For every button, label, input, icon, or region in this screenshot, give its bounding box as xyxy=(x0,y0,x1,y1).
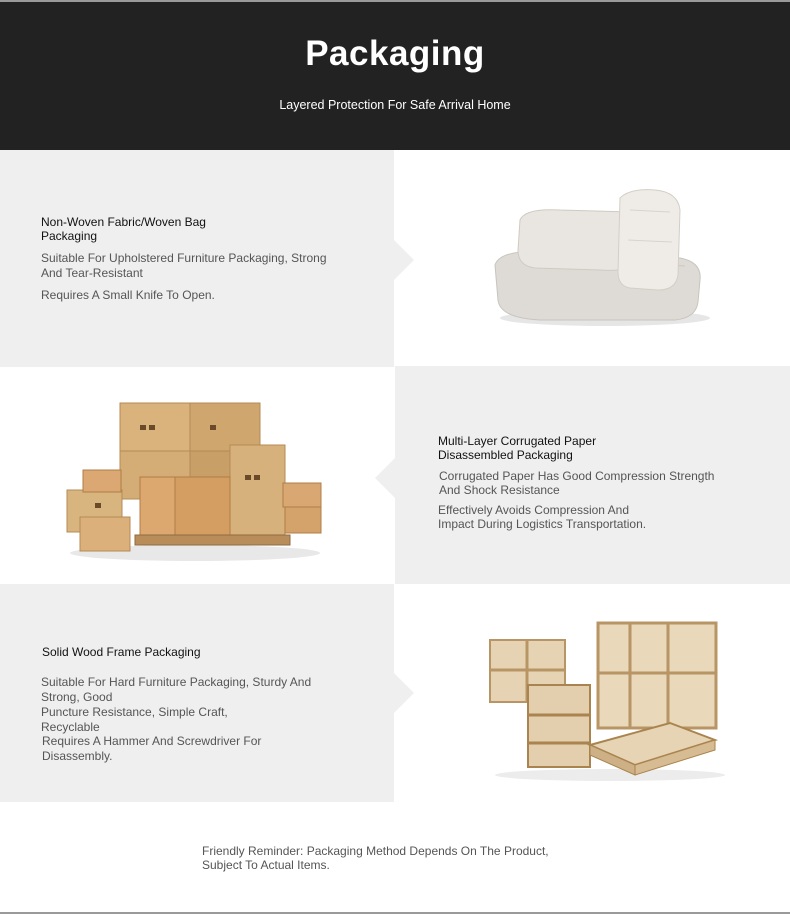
page-header xyxy=(0,2,790,150)
page-title: Packaging xyxy=(305,34,485,73)
page-subtitle: Layered Protection For Safe Arrival Home xyxy=(279,98,511,112)
section-corrugated-description: Corrugated Paper Has Good Compression Strength And Shock Resistance xyxy=(439,469,715,497)
section-wood-description: Suitable For Hard Furniture Packaging, Sturdy And Strong, Good Puncture Resistance, Simple Craft, Recyclable Requires A Hammer And Screwdriver For Disassembly. xyxy=(41,675,312,763)
section-corrugated-note: Effectively Avoids Compression And Impact During Logistics Transportation. xyxy=(438,503,647,531)
packaging-reminder: Friendly Reminder: Packaging Method Depends On The Product, Subject To Actual Items. xyxy=(202,844,549,872)
fabric-wrapped-furniture-image xyxy=(480,180,720,340)
section-fabric-title: Non-Woven Fabric/Woven Bag Packaging xyxy=(41,215,206,243)
cardboard-boxes-image xyxy=(55,395,335,565)
section-fabric-note: Requires A Small Knife To Open. xyxy=(41,288,215,302)
wooden-crates-image xyxy=(480,615,730,785)
section-corrugated-title: Multi-Layer Corrugated Paper Disassembled Packaging xyxy=(438,434,597,462)
section-wood-pointer xyxy=(394,673,414,713)
section-corrugated-pointer xyxy=(375,458,395,498)
section-wood-title: Solid Wood Frame Packaging xyxy=(42,645,201,659)
section-fabric-pointer xyxy=(394,240,414,280)
section-fabric-description: Suitable For Upholstered Furniture Packaging, Strong And Tear-Resistant xyxy=(41,251,327,280)
